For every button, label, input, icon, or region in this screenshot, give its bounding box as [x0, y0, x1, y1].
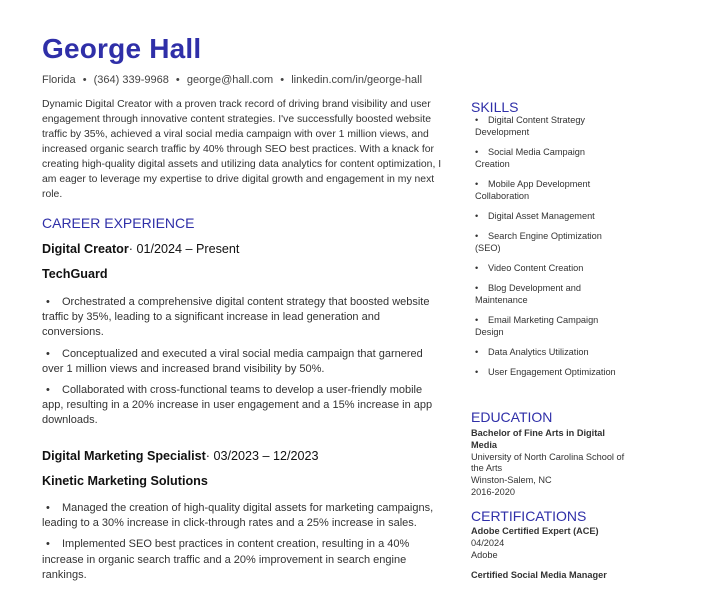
skill-text: Blog Development and Maintenance	[475, 283, 581, 305]
list-item	[42, 347, 442, 377]
degree: Bachelor of Fine Arts in Digital Media	[471, 428, 605, 450]
certifications-section-title: CERTIFICATIONS	[471, 508, 587, 524]
skill-text: Digital Asset Management	[488, 211, 595, 221]
bullet-mark: •	[475, 211, 479, 221]
skill-text: User Engagement Optimization	[488, 367, 616, 377]
candidate-name: George Hall	[42, 33, 202, 64]
certification-issuer: Adobe	[471, 549, 498, 560]
skill-text: Search Engine Optimization (SEO)	[475, 231, 602, 253]
list-item	[42, 383, 442, 429]
skill-item	[472, 366, 622, 378]
bullet-mark: •	[475, 231, 479, 241]
certification-entry	[471, 570, 631, 582]
skill-item	[472, 282, 622, 306]
bullet-mark: •	[475, 147, 479, 157]
bullet-mark: •	[46, 347, 50, 360]
job-bullets	[42, 501, 442, 589]
bullet-mark: •	[46, 296, 50, 308]
bullet-text: Orchestrated a comprehensive digital content strategy that boosted website traffic by 35%, leading to a significant increase in lead generation and conversions.	[42, 296, 430, 339]
skill-text: Data Analytics Utilization	[488, 347, 589, 357]
education-entry	[471, 428, 631, 499]
skill-text: Video Content Creation	[488, 263, 584, 273]
skill-item	[472, 230, 622, 254]
school-location: Winston-Salem, NC	[471, 475, 552, 486]
separator-dot: •	[82, 74, 87, 86]
bullet-text: Implemented SEO best practices in content creation, resulting in a 40% increase in organic search traffic and a 20% improvement in search engine rankings.	[42, 538, 410, 581]
company-name: Kinetic Marketing Solutions	[42, 474, 208, 488]
location: Florida	[42, 74, 76, 86]
bullet-mark: •	[475, 347, 479, 357]
linkedin-link[interactable]: linkedin.com/in/george-hall	[291, 74, 423, 86]
job-role: Digital Creator	[42, 242, 129, 256]
skill-item	[472, 146, 622, 170]
phone: (364) 339-9968	[93, 74, 169, 86]
bullet-mark: •	[475, 315, 479, 325]
bullet-text: Conceptualized and executed a viral social media campaign that garnered over 1 million views and increased brand visibility by 50%.	[42, 347, 423, 375]
certification-entry	[471, 526, 631, 561]
bullet-mark: •	[46, 384, 50, 397]
school: University of North Carolina School of the Arts	[471, 451, 625, 474]
skill-item	[472, 314, 622, 338]
skill-text: Digital Content Strategy Development	[475, 115, 586, 137]
bullet-mark: •	[46, 538, 50, 551]
certification-date: 04/2024	[471, 537, 505, 548]
job-dates: · 03/2023 – 12/2023	[205, 449, 319, 463]
job-bullets	[42, 295, 442, 435]
contact-line	[42, 74, 422, 86]
skill-item	[472, 346, 622, 358]
list-item	[42, 501, 442, 531]
certification-name: Adobe Certified Expert (ACE)	[471, 526, 599, 536]
separator-dot: •	[280, 74, 285, 86]
certification-name: Certified Social Media Manager	[471, 570, 607, 580]
list-item	[42, 537, 442, 583]
email-link[interactable]: george@hall.com	[186, 74, 274, 86]
experience-section-title: CAREER EXPERIENCE	[42, 215, 195, 231]
bullet-mark: •	[475, 263, 479, 273]
bullet-mark: •	[475, 179, 479, 189]
skills-list	[472, 114, 622, 386]
bullet-mark: •	[46, 502, 50, 514]
job-title-line	[42, 449, 319, 463]
summary-paragraph: Dynamic Digital Creator with a proven track record of driving brand visibility and user engagement through innovative content strategies. I've successfully boosted website traffic by 35%, achieved a viral social media campaign with over 1 million views, and increased organic search traffic by 40% through SEO best practices. With a knack for creating high-quality digital assets and utilizing data analytics for content optimization, I am eager to leverage my expertise to drive digital growth and engagement in my next role.	[42, 99, 442, 200]
bullet-text: Collaborated with cross-functional teams to develop a user-friendly mobile app, resulting in a 20% increase in user engagement and a 15% increase in app downloads.	[42, 384, 433, 427]
bullet-mark: •	[475, 367, 479, 377]
skill-text: Social Media Campaign Creation	[475, 147, 586, 169]
education-section-title: EDUCATION	[471, 409, 553, 425]
education-years: 2016-2020	[471, 486, 515, 497]
skill-item	[472, 114, 622, 138]
skill-item	[472, 178, 622, 202]
bullet-mark: •	[475, 283, 479, 293]
job-dates: · 01/2024 – Present	[128, 242, 240, 256]
list-item	[42, 295, 442, 341]
company-name: TechGuard	[42, 267, 108, 281]
job-role: Digital Marketing Specialist	[42, 449, 206, 463]
skill-text: Mobile App Development Collaboration	[475, 179, 591, 201]
skills-section-title: SKILLS	[471, 99, 519, 115]
skill-text: Email Marketing Campaign Design	[475, 315, 599, 337]
bullet-mark: •	[475, 115, 479, 125]
skill-item	[472, 262, 622, 274]
bullet-text: Managed the creation of high-quality digital assets for marketing campaigns, leading to a 30% increase in click-through rates and a 25% increase in sales.	[42, 502, 434, 530]
separator-dot: •	[175, 74, 180, 86]
job-title-line	[42, 242, 239, 256]
skill-item	[472, 210, 622, 222]
